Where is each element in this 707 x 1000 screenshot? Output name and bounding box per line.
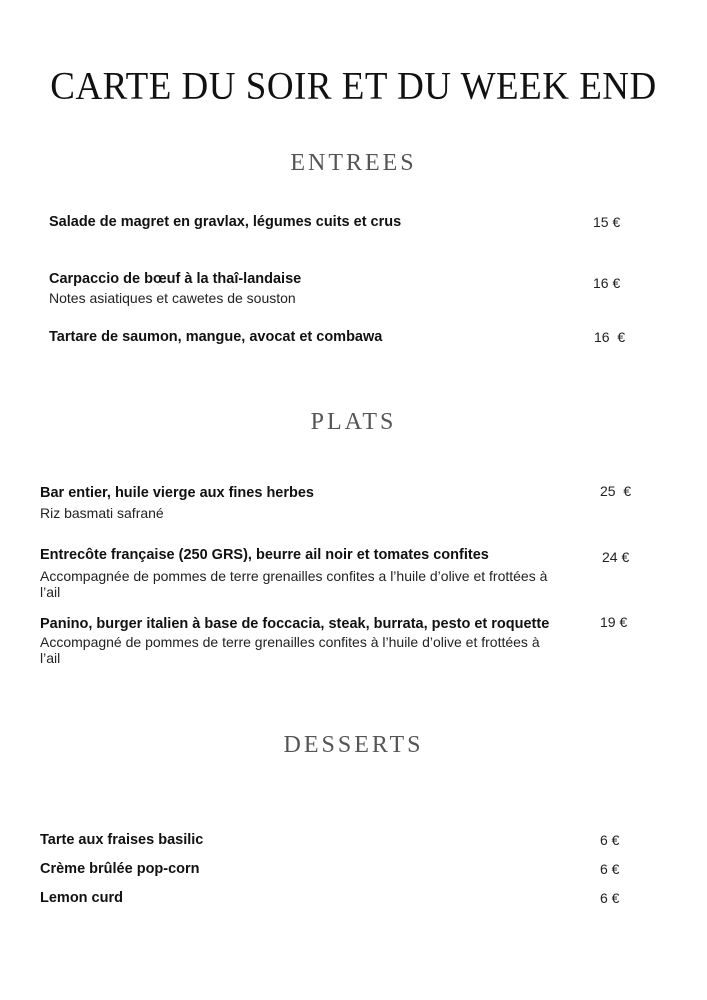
item-price: 6 € — [600, 832, 620, 848]
item-price: 6 € — [600, 861, 620, 877]
item-price: 16 € — [593, 275, 621, 291]
item-name: Entrecôte française (250 GRS), beurre ail noir et tomates confites — [40, 547, 489, 563]
menu-item — [40, 889, 440, 907]
item-name: Bar entier, huile vierge aux fines herbes — [40, 485, 314, 501]
item-description: Accompagnée de pommes de terre grenailles confites a l’huile d’olive et frottées à l’ail — [40, 568, 548, 600]
item-description: Notes asiatiques et cawetes de souston — [49, 290, 296, 306]
item-description: Accompagné de pommes de terre grenailles confites à l’huile d’olive et frottées à l’ail — [40, 634, 540, 666]
item-price: 25 € — [600, 483, 632, 499]
menu-item — [49, 270, 569, 306]
menu-item — [49, 328, 569, 346]
item-price: 6 € — [600, 890, 620, 906]
item-price: 15 € — [593, 214, 621, 230]
section-title-plats: PLATS — [310, 409, 397, 435]
item-name: Tarte aux fraises basilic — [40, 832, 204, 848]
item-name: Tartare de saumon, mangue, avocat et combawa — [49, 329, 383, 345]
item-price: 19 € — [600, 614, 628, 630]
menu-item — [40, 546, 580, 600]
item-name: Panino, burger italien à base de foccacia, steak, burrata, pesto et roquette — [40, 616, 550, 632]
item-name: Crème brûlée pop-corn — [40, 861, 200, 877]
menu-item — [40, 831, 440, 849]
item-name: Lemon curd — [40, 890, 123, 906]
menu-item — [40, 615, 560, 666]
menu-item — [40, 860, 440, 878]
section-title-entrees: ENTREES — [290, 150, 417, 176]
menu-item — [49, 213, 569, 231]
menu-item — [40, 484, 570, 521]
item-price: 24 € — [602, 549, 630, 565]
menu-title: CARTE DU SOIR ET DU WEEK END — [50, 64, 657, 108]
item-price: 16 € — [594, 329, 626, 345]
item-description: Riz basmati safrané — [40, 505, 164, 521]
section-title-desserts: DESSERTS — [283, 732, 424, 758]
item-name: Salade de magret en gravlax, légumes cuits et crus — [49, 214, 402, 230]
item-name: Carpaccio de bœuf à la thaî-landaise — [49, 271, 302, 287]
